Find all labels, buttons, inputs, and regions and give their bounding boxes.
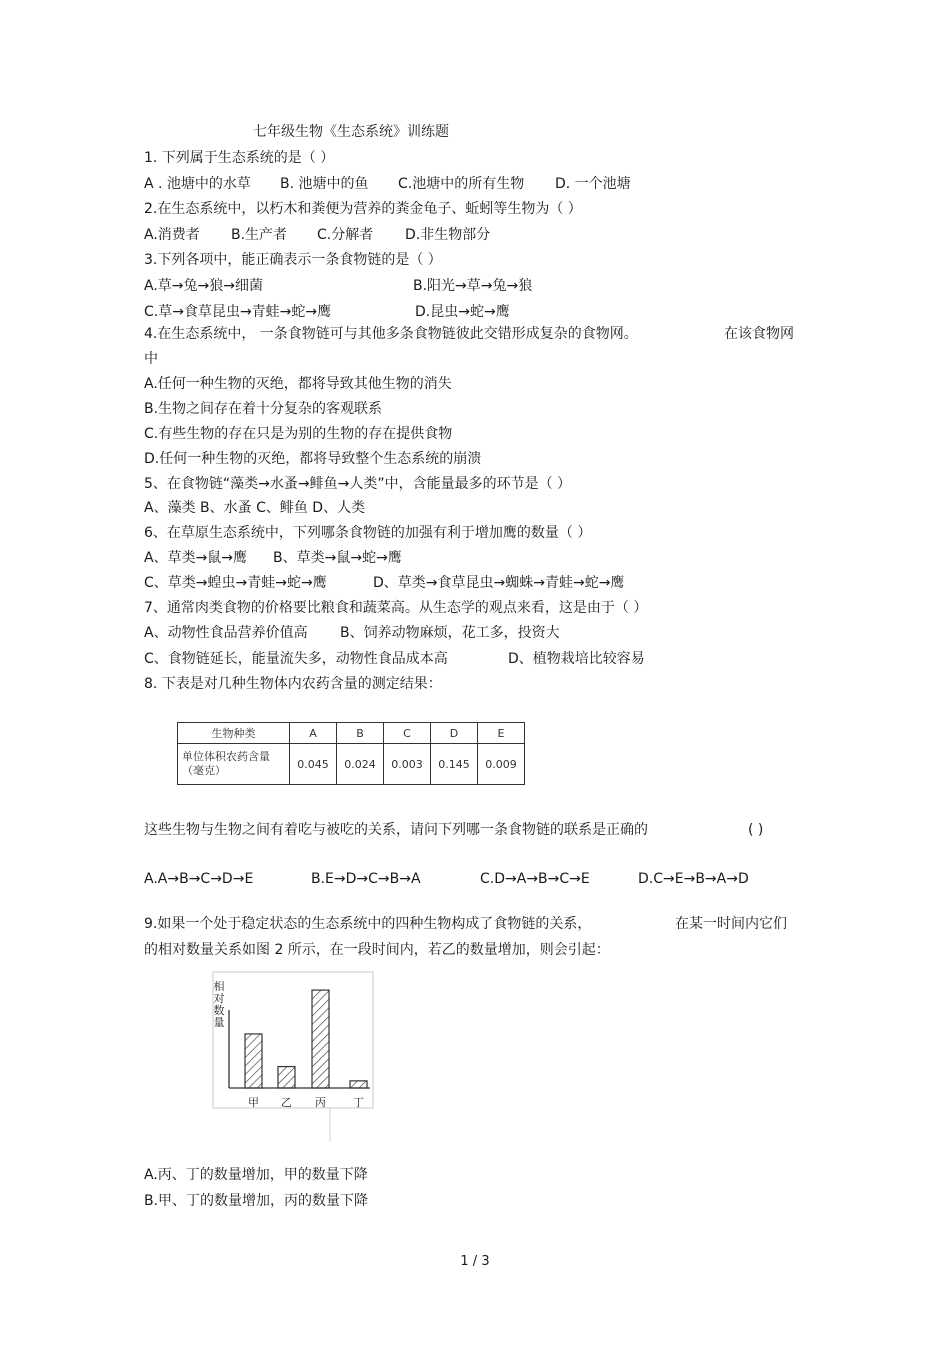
- q4-option-b: B.生物之间存在着十分复杂的客观联系: [144, 401, 383, 417]
- q6-option-a: A、草类→鼠→鹰: [144, 550, 248, 566]
- table-cell-d: 0.145: [431, 744, 478, 785]
- bar-1: [245, 1034, 262, 1088]
- q9-stem: 9.如果一个处于稳定状态的生态系统中的四种生物构成了食物链的关系，: [144, 916, 592, 932]
- page-number: 1 / 3: [460, 1254, 490, 1269]
- q8-answer-paren: ( ): [748, 822, 764, 838]
- y-label-char: 对: [213, 992, 225, 1005]
- q6-option-b: B、草类→鼠→蛇→鹰: [273, 550, 402, 566]
- q9-option-a: A.丙、丁的数量增加，甲的数量下降: [144, 1167, 368, 1183]
- q3-option-b: B.阳光→草→兔→狼: [413, 278, 533, 294]
- table-cell-b: 0.024: [337, 744, 384, 785]
- q3-option-a: A.草→兔→狼→细菌: [144, 278, 263, 294]
- x-tick-label-1: 甲: [248, 1096, 259, 1109]
- relative-quantity-chart: [205, 970, 380, 1145]
- table-row-label-line1: 单位体积农药含量: [182, 750, 270, 763]
- table-cell-e: 0.009: [478, 744, 525, 785]
- table-row-label: [178, 744, 290, 785]
- q3-option-d: D.昆虫→蛇→鹰: [415, 304, 510, 320]
- q6-option-d: D、草类→食草昆虫→蜘蛛→青蛙→蛇→鹰: [373, 575, 625, 591]
- q5-options: A、藻类 B、水蚤 C、鲱鱼 D、人类: [144, 500, 366, 516]
- q8-option-c: C.D→A→B→C→E: [480, 871, 590, 887]
- q4-option-a: A.任何一种生物的灭绝，都将导致其他生物的消失: [144, 376, 452, 392]
- table-row-label-line2: （毫克）: [182, 764, 226, 777]
- q7-option-d: D、植物栽培比较容易: [508, 651, 645, 667]
- q7-option-a: A、动物性食品营养价值高: [144, 625, 308, 641]
- page-title: 七年级生物《生态系统》训练题: [253, 124, 449, 140]
- q2-option-d: D.非生物部分: [405, 227, 491, 243]
- q3-option-c: C.草→食草昆虫→青蛙→蛇→鹰: [144, 304, 332, 320]
- y-label-char: 数: [213, 1004, 225, 1017]
- table-header-a: A: [290, 723, 337, 744]
- q4-option-c: C.有些生物的存在只是为别的生物的存在提供食物: [144, 426, 453, 442]
- q1-option-c: C.池塘中的所有生物: [398, 176, 525, 192]
- q2-option-b: B.生产者: [231, 227, 288, 243]
- q5-stem: 5、在食物链“藻类→水蚤→鲱鱼→人类”中，含能量最多的环节是（ ）: [144, 476, 572, 492]
- q2-stem: 2.在生态系统中，以朽木和粪便为营养的粪金龟子、蚯蚓等生物为（ ）: [144, 201, 582, 217]
- q9-stem-wrap: 的相对数量关系如图 2 所示，在一段时间内，若乙的数量增加，则会引起：: [144, 942, 610, 958]
- table-cell-c: 0.003: [384, 744, 431, 785]
- bar-2: [278, 1067, 295, 1088]
- x-tick-label-4: 丁: [353, 1096, 364, 1109]
- table-header-b: B: [337, 723, 384, 744]
- q7-stem: 7、通常肉类食物的价格要比粮食和蔬菜高。从生态学的观点来看，这是由于（ ）: [144, 600, 648, 616]
- table-header-label: 生物种类: [178, 723, 290, 744]
- q4-option-d: D.任何一种生物的灭绝，都将导致整个生态系统的崩溃: [144, 451, 482, 467]
- q4-stem-wrap: 中: [144, 351, 158, 367]
- q3-stem: 3.下列各项中，能正确表示一条食物链的是（ ）: [144, 252, 442, 268]
- q9-stem-tail: 在某一时间内它们: [675, 916, 787, 932]
- q8-option-a: A.A→B→C→D→E: [144, 871, 254, 887]
- q8-option-b: B.E→D→C→B→A: [311, 871, 421, 887]
- pesticide-table: [177, 722, 525, 785]
- table-header-e: E: [478, 723, 525, 744]
- table-header-d: D: [431, 723, 478, 744]
- q2-option-a: A.消费者: [144, 227, 200, 243]
- y-label-char: 相: [213, 980, 225, 993]
- q1-option-a: A . 池塘中的水草: [144, 176, 251, 192]
- q8-stem: 8. 下表是对几种生物体内农药含量的测定结果：: [144, 676, 442, 692]
- bar-3: [312, 990, 329, 1088]
- bar-4: [350, 1081, 367, 1088]
- x-tick-label-2: 乙: [281, 1096, 292, 1109]
- y-axis-label: [214, 979, 225, 1029]
- x-tick-label-3: 丙: [315, 1096, 326, 1109]
- q4-stem: 4.在生态系统中， 一条食物链可与其他多条食物链彼此交错形成复杂的食物网。: [144, 326, 638, 342]
- q8-question: 这些生物与生物之间有着吃与被吃的关系，请问下列哪一条食物链的联系是正确的: [144, 822, 648, 838]
- y-label-char: 量: [213, 1016, 225, 1029]
- table-header-c: C: [384, 723, 431, 744]
- q1-option-d: D. 一个池塘: [555, 176, 631, 192]
- q9-option-b: B.甲、丁的数量增加，丙的数量下降: [144, 1193, 369, 1209]
- q2-option-c: C.分解者: [317, 227, 374, 243]
- table-cell-a: 0.045: [290, 744, 337, 785]
- q1-option-b: B. 池塘中的鱼: [280, 176, 369, 192]
- q6-stem: 6、在草原生态系统中，下列哪条食物链的加强有利于增加鹰的数量（ ）: [144, 525, 592, 541]
- q8-option-d: D.C→E→B→A→D: [638, 871, 749, 887]
- q6-option-c: C、草类→蝗虫→青蛙→蛇→鹰: [144, 575, 327, 591]
- q4-stem-tail: 在该食物网: [724, 326, 794, 342]
- q7-option-b: B、饲养动物麻烦，花工多，投资大: [340, 625, 560, 641]
- q1-stem: 1. 下列属于生态系统的是（ ）: [144, 150, 335, 166]
- q7-option-c: C、食物链延长，能量流失多，动物性食品成本高: [144, 651, 448, 667]
